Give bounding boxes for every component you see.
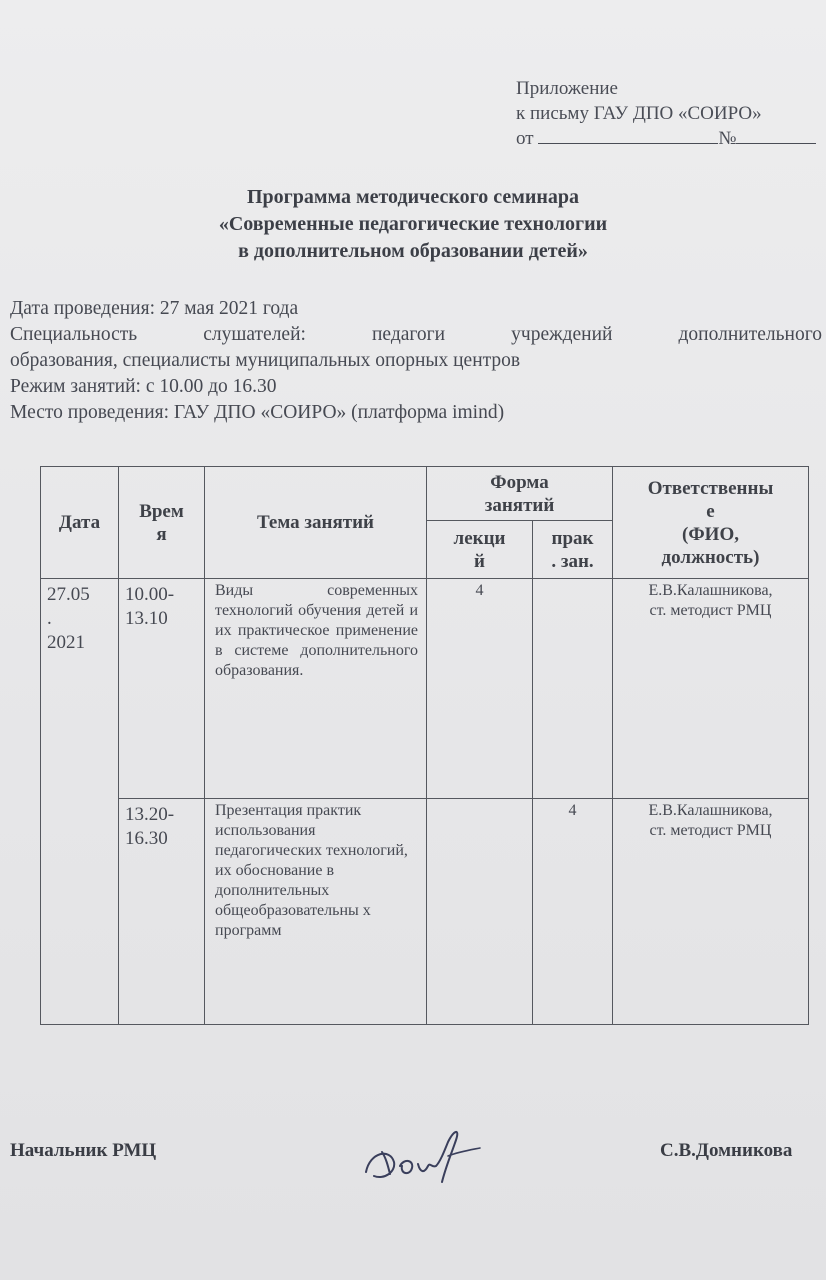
specialty-word: Специальность bbox=[10, 324, 138, 345]
info-mode: Режим занятий: с 10.00 до 16.30 bbox=[10, 376, 277, 397]
resp-position: ст. методист РМЦ bbox=[649, 822, 772, 839]
cell-practice-hours: 4 bbox=[533, 799, 613, 1025]
signer-position: Начальник РМЦ bbox=[10, 1140, 157, 1161]
date-part: 27.05 bbox=[47, 584, 90, 605]
resp-name: Е.В.Калашникова, bbox=[648, 582, 773, 599]
cell-topic: Презентация практик использования педагогических технологий, их обоснование в дополнительных общеобразовательны х программ bbox=[205, 799, 427, 1025]
appendix-block bbox=[516, 76, 816, 151]
header-lecture bbox=[427, 521, 533, 579]
info-specialty-cont: образования, специалисты муниципальных опорных центров bbox=[10, 350, 521, 371]
cell-topic: Виды современных технологий обучения детей и их практическое применение в системе дополнительного образования. bbox=[205, 579, 427, 799]
cell-responsible bbox=[613, 579, 809, 799]
table-row bbox=[41, 579, 809, 799]
cell-lecture-hours: 4 bbox=[427, 579, 533, 799]
cell-lecture-hours bbox=[427, 799, 533, 1025]
header-responsible bbox=[613, 467, 809, 579]
appendix-line-1: Приложение bbox=[516, 78, 618, 99]
appendix-line-3 bbox=[516, 126, 816, 151]
specialty-word: учреждений bbox=[511, 324, 613, 345]
title-line-1: Программа методического семинара bbox=[246, 186, 580, 208]
header-practice-part: прак bbox=[551, 527, 594, 549]
header-practice-part: . зан. bbox=[551, 550, 594, 572]
specialty-word: дополнительного bbox=[678, 324, 822, 345]
header-resp-part: Ответственны bbox=[647, 477, 774, 499]
time-part: 10.00- bbox=[125, 584, 175, 605]
resp-position: ст. методист РМЦ bbox=[649, 602, 772, 619]
time-part: 16.30 bbox=[125, 828, 168, 849]
date-part: 2021 bbox=[47, 632, 85, 653]
appendix-line-2: к письму ГАУ ДПО «СОИРО» bbox=[516, 103, 762, 124]
specialty-word: слушателей: bbox=[203, 324, 306, 345]
title-line-2: «Современные педагогические технологии bbox=[218, 213, 608, 235]
header-lecture-part: й bbox=[474, 550, 485, 572]
table-row bbox=[41, 799, 809, 1025]
info-date: Дата проведения: 27 мая 2021 года bbox=[10, 298, 299, 319]
time-part: 13.20- bbox=[125, 804, 175, 825]
specialty-word: педагоги bbox=[371, 324, 446, 345]
header-practice bbox=[533, 521, 613, 579]
cell-date bbox=[41, 579, 119, 1025]
info-specialty bbox=[10, 322, 822, 348]
header-lecture-part: лекци bbox=[453, 527, 506, 549]
info-place: Место проведения: ГАУ ДПО «СОИРО» (платформа imind) bbox=[10, 402, 505, 423]
handwritten-signature bbox=[360, 1122, 490, 1192]
signer-name: С.В.Домникова bbox=[660, 1140, 793, 1161]
header-topic: Тема занятий bbox=[205, 467, 427, 579]
resp-name: Е.В.Калашникова, bbox=[648, 802, 773, 819]
header-time bbox=[119, 467, 205, 579]
cell-practice-hours bbox=[533, 579, 613, 799]
header-date: Дата bbox=[41, 467, 119, 579]
time-part: 13.10 bbox=[125, 608, 168, 629]
header-time-part: я bbox=[156, 523, 167, 545]
header-form-part: Форма bbox=[490, 471, 549, 493]
cell-responsible bbox=[613, 799, 809, 1025]
header-form-part: занятий bbox=[484, 494, 555, 516]
seminar-info bbox=[10, 296, 822, 426]
appendix-from-label: от bbox=[516, 128, 534, 149]
header-resp-part: (ФИО, bbox=[682, 523, 739, 545]
appendix-number-blank bbox=[736, 127, 816, 144]
appendix-date-blank bbox=[538, 127, 718, 144]
schedule-table bbox=[40, 466, 809, 1025]
document-title bbox=[0, 184, 826, 265]
header-resp-part: должность) bbox=[661, 546, 760, 568]
header-resp-part: е bbox=[706, 500, 715, 522]
header-form bbox=[427, 467, 613, 521]
cell-time bbox=[119, 579, 205, 799]
date-part: . bbox=[47, 608, 52, 629]
table-header-row bbox=[41, 467, 809, 521]
title-line-3: в дополнительном образовании детей» bbox=[238, 240, 588, 262]
appendix-number-label: № bbox=[718, 128, 737, 149]
cell-time bbox=[119, 799, 205, 1025]
header-time-part: Врем bbox=[139, 500, 184, 522]
